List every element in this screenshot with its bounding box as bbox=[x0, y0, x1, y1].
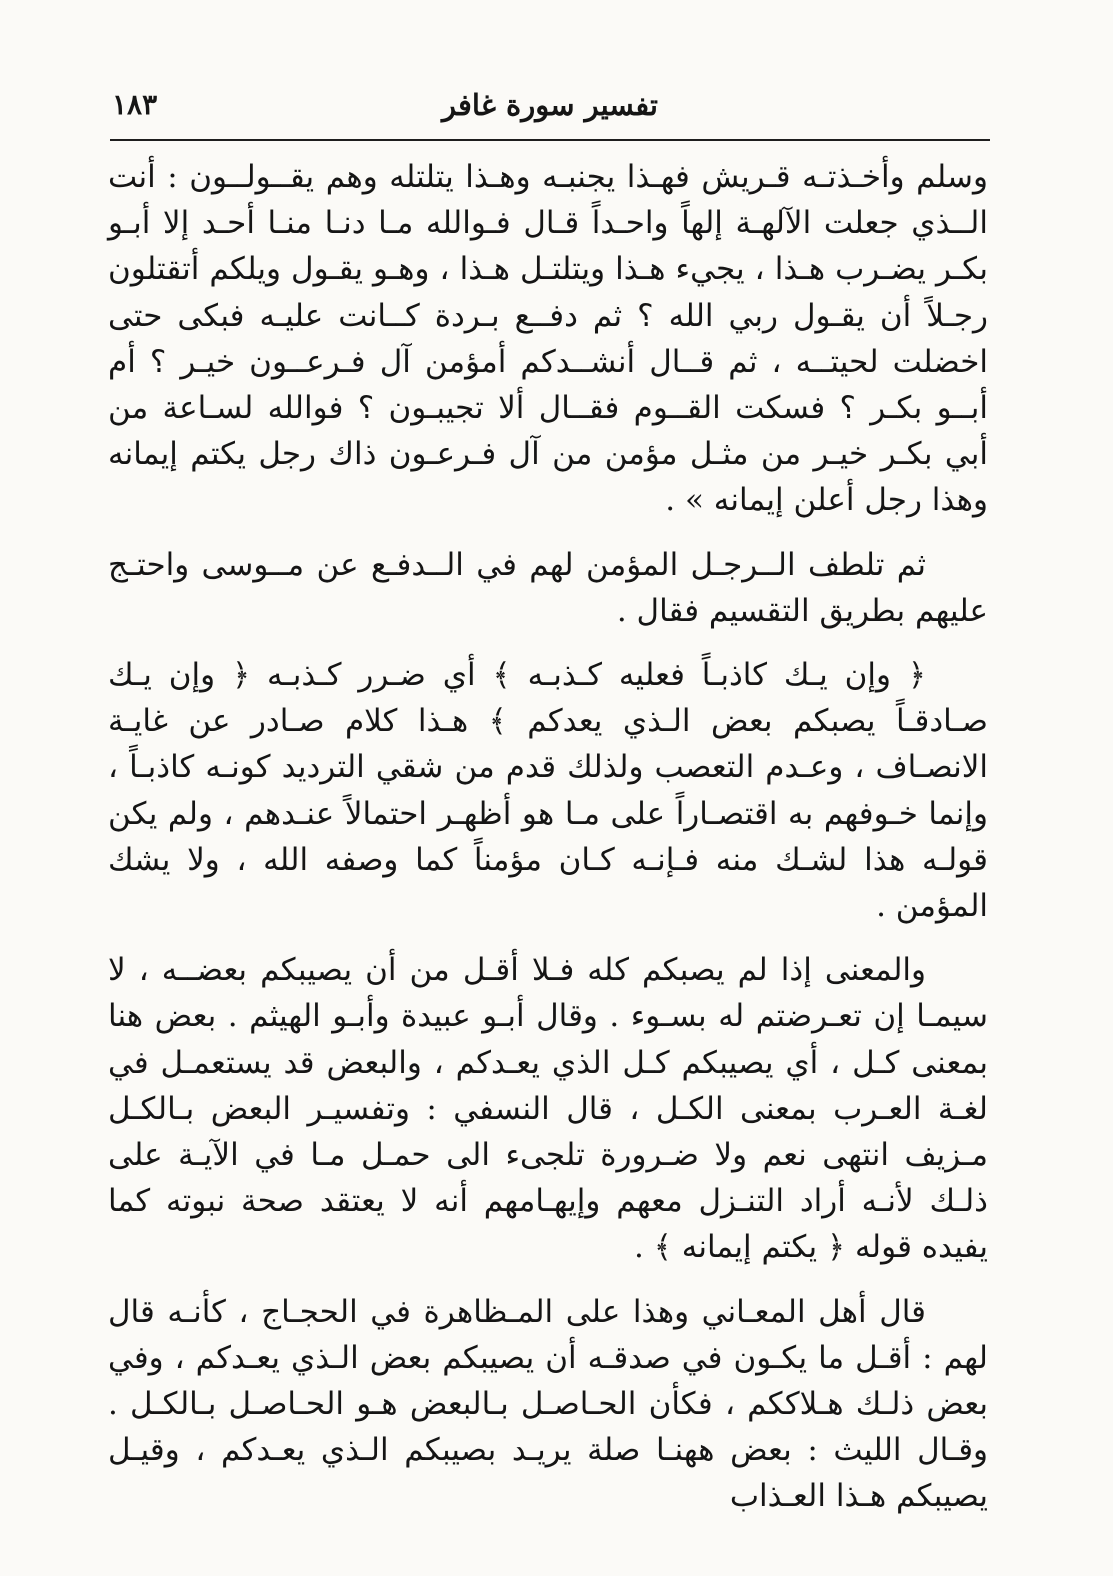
running-title: تفسير سورة غافر bbox=[442, 88, 658, 122]
paragraph: وسلم وأخـذتـه قـريش فهـذا يجنبـه وهـذا يتلتله وهم يقــولــون : أنت الــذي جعلت الآلهـة إلهاً واحـداً قـال فـوالله مـا دنـا منـا أحـد إلا أبـو بكـر يضـرب هـذا ، يجيء هـذا ويتلتـل هـذا ، وهـو يقـول ويلكم أتقتلون رجـلاً أن يقـول ربي الله ؟ ثم دفــع بـردة كــانت عليـه فبكى حتى اخضلت لحيتــه ، ثم قــال أنشــدكم أمؤمن آل فـرعــون خيـر ؟ أم أبــو بكـر ؟ فسكت القــوم فقــال ألا تجيبـون ؟ فوالله لسـاعة من أبي بكـر خيـر من مثـل مؤمن من آل فـرعـون ذاك رجل يكتم إيمانه وهذا رجل أعلن إيمانه » . bbox=[108, 159, 988, 519]
paragraph: والمعنى إذا لم يصبكم كله فـلا أقـل من أن يصيبكم بعضــه ، لا سيمـا إن تعـرضتم له بسـوء . وقال أبـو عبيدة وأبـو الهيثم . بعض هنا بمعنى كـل ، أي يصيبكم كـل الذي يعـدكم ، والبعض قد يستعمـل في لغـة العـرب بمعنى الكـل ، قال النسفي : وتفسيـر البعض بـالكـل مـزيف انتهى نعم ولا ضـرورة تلجىء الى حمـل مـا في الآيـة على ذلـك لأنـه أراد التنـزل معهم وإيهـامهم أنه لا يعتقد صحة نبوته كما يفيده قوله ﴿ يكتم إيمانه ﴾ . bbox=[108, 952, 988, 1266]
paragraph: ثم تلطف الــرجـل المؤمن لهم في الــدفـع عن مــوسى واحتـج عليهم بطريق التقسيم فقال . bbox=[108, 546, 988, 629]
page-header bbox=[110, 78, 990, 138]
paragraph: ﴿ وإن يـك كاذبـاً فعليه كـذبـه ﴾ أي ضـرر كـذبـه ﴿ وإن يـك صـادقـاً يصبكم بعض الـذي يعدكم ﴾ هـذا كلام صـادر عن غايـة الانصـاف ، وعـدم التعصب ولذلك قدم من شقي الترديد كونـه كاذبـاً ، وإنما خـوفهم به اقتصـاراً على مـا هو أظهـر احتمالاً عنـدهم ، ولم يكن قولـه هذا لشـك منه فـإنـه كـان مؤمناً كما وصفه الله ، ولا يشك المؤمن . bbox=[108, 657, 988, 925]
page-number: ١٨٣ bbox=[112, 88, 158, 121]
header-rule bbox=[110, 139, 990, 141]
body-text bbox=[108, 154, 988, 1520]
paragraph: قال أهل المعـاني وهذا على المـظاهرة في الحجـاج ، كأنـه قال لهم : أقـل ما يكـون في صدقـه أن يصيبكم بعض الـذي يعـدكم ، وفي بعض ذلـك هـلاككم ، فكأن الحـاصـل بـالبعض هـو الحـاصـل بـالكـل . وقـال الليث : بعض ههنـا صلة يريـد بصيبكم الـذي يعـدكم ، وقيـل يصيبكم هـذا العـذاب bbox=[108, 1293, 988, 1515]
